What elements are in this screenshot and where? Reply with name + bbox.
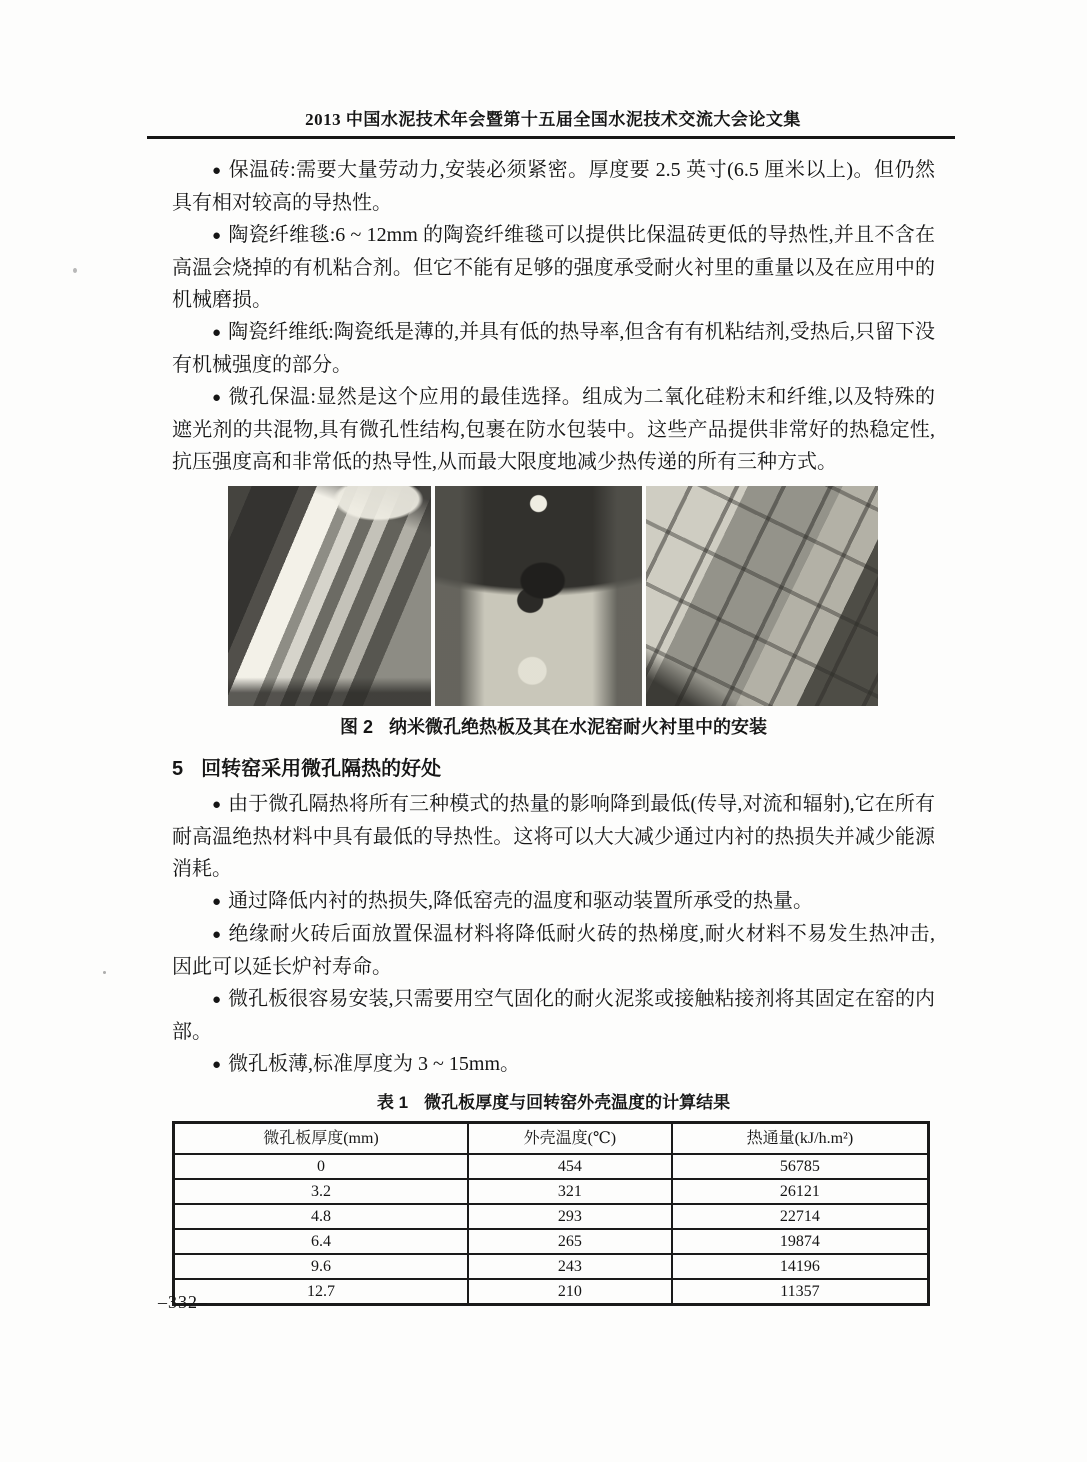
figure2-photo-kiln-installation bbox=[435, 486, 642, 706]
table-row bbox=[174, 1154, 929, 1179]
table-cell: 210 bbox=[468, 1279, 672, 1305]
paragraph-ceramic-fiber-paper bbox=[172, 316, 935, 381]
table1 bbox=[172, 1121, 930, 1306]
section5-heading bbox=[172, 752, 935, 786]
paragraph-text: 微孔板很容易安装,只需要用空气固化的耐火泥浆或接触粘接剂将其固定在窑的内部。 bbox=[172, 988, 935, 1043]
bullet-icon: ● bbox=[212, 992, 222, 1008]
table-row bbox=[174, 1179, 929, 1204]
table-cell: 56785 bbox=[672, 1154, 929, 1179]
table-header-thickness: 微孔板厚度(mm) bbox=[174, 1123, 468, 1155]
body-column bbox=[172, 154, 935, 1306]
table-cell: 265 bbox=[468, 1229, 672, 1254]
table-cell: 243 bbox=[468, 1254, 672, 1279]
table-cell: 19874 bbox=[672, 1229, 929, 1254]
bullet-icon: ● bbox=[212, 390, 222, 406]
figure2-photo-insulation-boards bbox=[228, 486, 431, 706]
paragraph-text: 陶瓷纤维纸:陶瓷纸是薄的,并具有低的热导率,但含有有机粘结剂,受热后,只留下没有机械强度的部分。 bbox=[172, 321, 935, 376]
paragraph-text: 微孔保温:显然是这个应用的最佳选择。组成为二氧化硅粉末和纤维,以及特殊的遮光剂的共混物,具有微孔性结构,包裹在防水包装中。这些产品提供非常好的热稳定性,抗压强度高和非常低的热导性,从而最大限度地减少热传递的所有三种方式。 bbox=[172, 386, 935, 473]
table-row bbox=[174, 1254, 929, 1279]
paragraph-text: 通过降低内衬的热损失,降低窑壳的温度和驱动装置所承受的热量。 bbox=[228, 890, 814, 912]
table-row bbox=[174, 1204, 929, 1229]
table-cell: 26121 bbox=[672, 1179, 929, 1204]
bullet-icon: ● bbox=[212, 325, 222, 341]
table-row bbox=[174, 1279, 929, 1305]
figure2-caption-text: 纳米微孔绝热板及其在水泥窑耐火衬里中的安装 bbox=[389, 717, 767, 737]
paragraph-text: 由于微孔隔热将所有三种模式的热量的影响降到最低(传导,对流和辐射),它在所有耐高温绝热材料中具有最低的导热性。这将可以大大减少通过内衬的热损失并减少能源消耗。 bbox=[172, 793, 935, 880]
bullet-icon: ● bbox=[212, 797, 222, 813]
table-header-shell-temp: 外壳温度(℃) bbox=[468, 1123, 672, 1155]
table1-caption-text: 微孔板厚度与回转窑外壳温度的计算结果 bbox=[424, 1093, 731, 1112]
paragraph-text: 保温砖:需要大量劳动力,安装必须紧密。厚度要 2.5 英寸(6.5 厘米以上)。但仍然具有相对较高的导热性。 bbox=[172, 159, 935, 214]
table-cell: 4.8 bbox=[174, 1204, 468, 1229]
running-head: 2013 中国水泥技术年会暨第十五届全国水泥技术交流大会论文集 bbox=[305, 110, 801, 129]
scan-speck bbox=[73, 268, 77, 273]
bullet-icon: ● bbox=[212, 894, 222, 910]
paragraph-text: 绝缘耐火砖后面放置保温材料将降低耐火砖的热梯度,耐火材料不易发生热冲击,因此可以延长炉衬寿命。 bbox=[172, 923, 935, 978]
table-cell: 12.7 bbox=[174, 1279, 468, 1305]
table-cell: 0 bbox=[174, 1154, 468, 1179]
table-cell: 3.2 bbox=[174, 1179, 468, 1204]
figure2-photo-strip bbox=[228, 486, 935, 706]
table1-caption bbox=[172, 1089, 935, 1117]
section5-title: 回转窑采用微孔隔热的好处 bbox=[201, 758, 442, 780]
table1-label: 表 1 bbox=[376, 1093, 409, 1112]
table-header-row bbox=[174, 1123, 929, 1155]
header-rule bbox=[147, 136, 955, 139]
figure2-label: 图 2 bbox=[339, 717, 373, 737]
table-cell: 11357 bbox=[672, 1279, 929, 1305]
bullet-icon: ● bbox=[212, 228, 222, 244]
paragraph-text: 陶瓷纤维毯:6 ~ 12mm 的陶瓷纤维毯可以提供比保温砖更低的导热性,并且不含在高温会烧掉的有机粘合剂。但它不能有足够的强度承受耐火衬里的重量以及在应用中的机械磨损。 bbox=[172, 224, 935, 311]
paragraph-benefit-easy-install bbox=[172, 983, 935, 1048]
bullet-icon: ● bbox=[212, 1057, 222, 1073]
paragraph-text: 微孔板薄,标准厚度为 3 ~ 15mm。 bbox=[228, 1053, 520, 1075]
figure2-caption bbox=[172, 714, 935, 740]
table-cell: 6.4 bbox=[174, 1229, 468, 1254]
paragraph-benefit-shell-temperature bbox=[172, 885, 935, 918]
table-cell: 14196 bbox=[672, 1254, 929, 1279]
paragraph-benefit-thin-board bbox=[172, 1048, 935, 1081]
section5-number: 5 bbox=[172, 758, 184, 780]
table-cell: 293 bbox=[468, 1204, 672, 1229]
table-row bbox=[174, 1229, 929, 1254]
table-header-heat-flux: 热通量(kJ/h.m²) bbox=[672, 1123, 929, 1155]
page-number: –332– bbox=[158, 1292, 208, 1312]
figure2-photo-brick-lining bbox=[646, 486, 878, 706]
paragraph-benefit-thermal-gradient bbox=[172, 918, 935, 983]
table-cell: 22714 bbox=[672, 1204, 929, 1229]
paragraph-ceramic-fiber-blanket bbox=[172, 219, 935, 316]
paragraph-microporous-insulation bbox=[172, 381, 935, 478]
paragraph-insulating-brick bbox=[172, 154, 935, 219]
table-cell: 454 bbox=[468, 1154, 672, 1179]
bullet-icon: ● bbox=[212, 927, 222, 943]
bullet-icon: ● bbox=[212, 163, 222, 179]
scan-speck bbox=[103, 971, 106, 974]
paragraph-benefit-conductivity bbox=[172, 788, 935, 885]
table-cell: 321 bbox=[468, 1179, 672, 1204]
table-cell: 9.6 bbox=[174, 1254, 468, 1279]
